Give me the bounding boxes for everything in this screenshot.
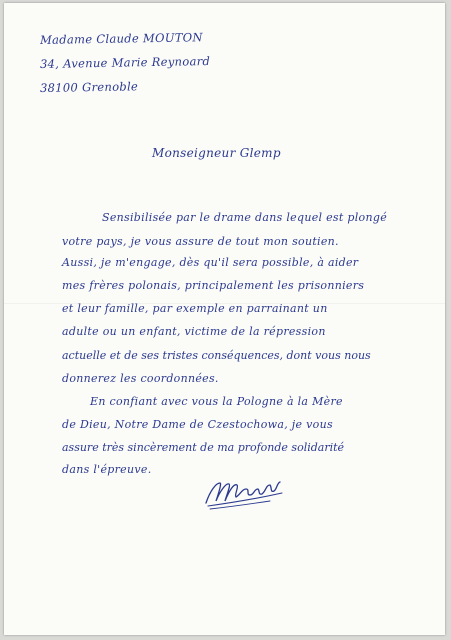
paragraph-3-line-1: En confiant avec vous la Pologne à la Mère (90, 395, 343, 408)
paragraph-2-line-2: mes frères polonais, principalement les prisonniers (62, 279, 365, 292)
paragraph-1-line-2: votre pays, je vous assure de tout mon soutien. (62, 235, 339, 248)
sender-street: 34, Avenue Marie Reynoard (39, 54, 211, 71)
paragraph-3-line-2: de Dieu, Notre Dame de Czestochowa, je vous (62, 418, 333, 431)
paragraph-3-line-3: assure très sincèrement de ma profonde solidarité (62, 441, 345, 454)
paragraph-2-line-6: donnerez les coordonnées. (62, 372, 219, 385)
sender-city: 38100 Grenoble (39, 79, 139, 95)
signature-mark (200, 473, 286, 513)
paragraph-2-line-5: actuelle et de ses tristes conséquences, dont vous nous (62, 349, 371, 362)
paragraph-1-line-1: Sensibilisée par le drame dans lequel est plongé (102, 211, 388, 224)
salutation: Monseigneur Glemp (152, 146, 281, 160)
paragraph-2-line-3: et leur famille, par exemple en parrainant un (62, 302, 328, 315)
sender-name: Madame Claude MOUTON (39, 30, 203, 47)
paragraph-3-line-4: dans l'épreuve. (62, 463, 152, 476)
paragraph-2-line-4: adulte ou un enfant, victime de la répression (62, 325, 326, 338)
paragraph-2-line-1: Aussi, je m'engage, dès qu'il sera possible, à aider (62, 256, 359, 269)
letter-page (4, 3, 445, 635)
